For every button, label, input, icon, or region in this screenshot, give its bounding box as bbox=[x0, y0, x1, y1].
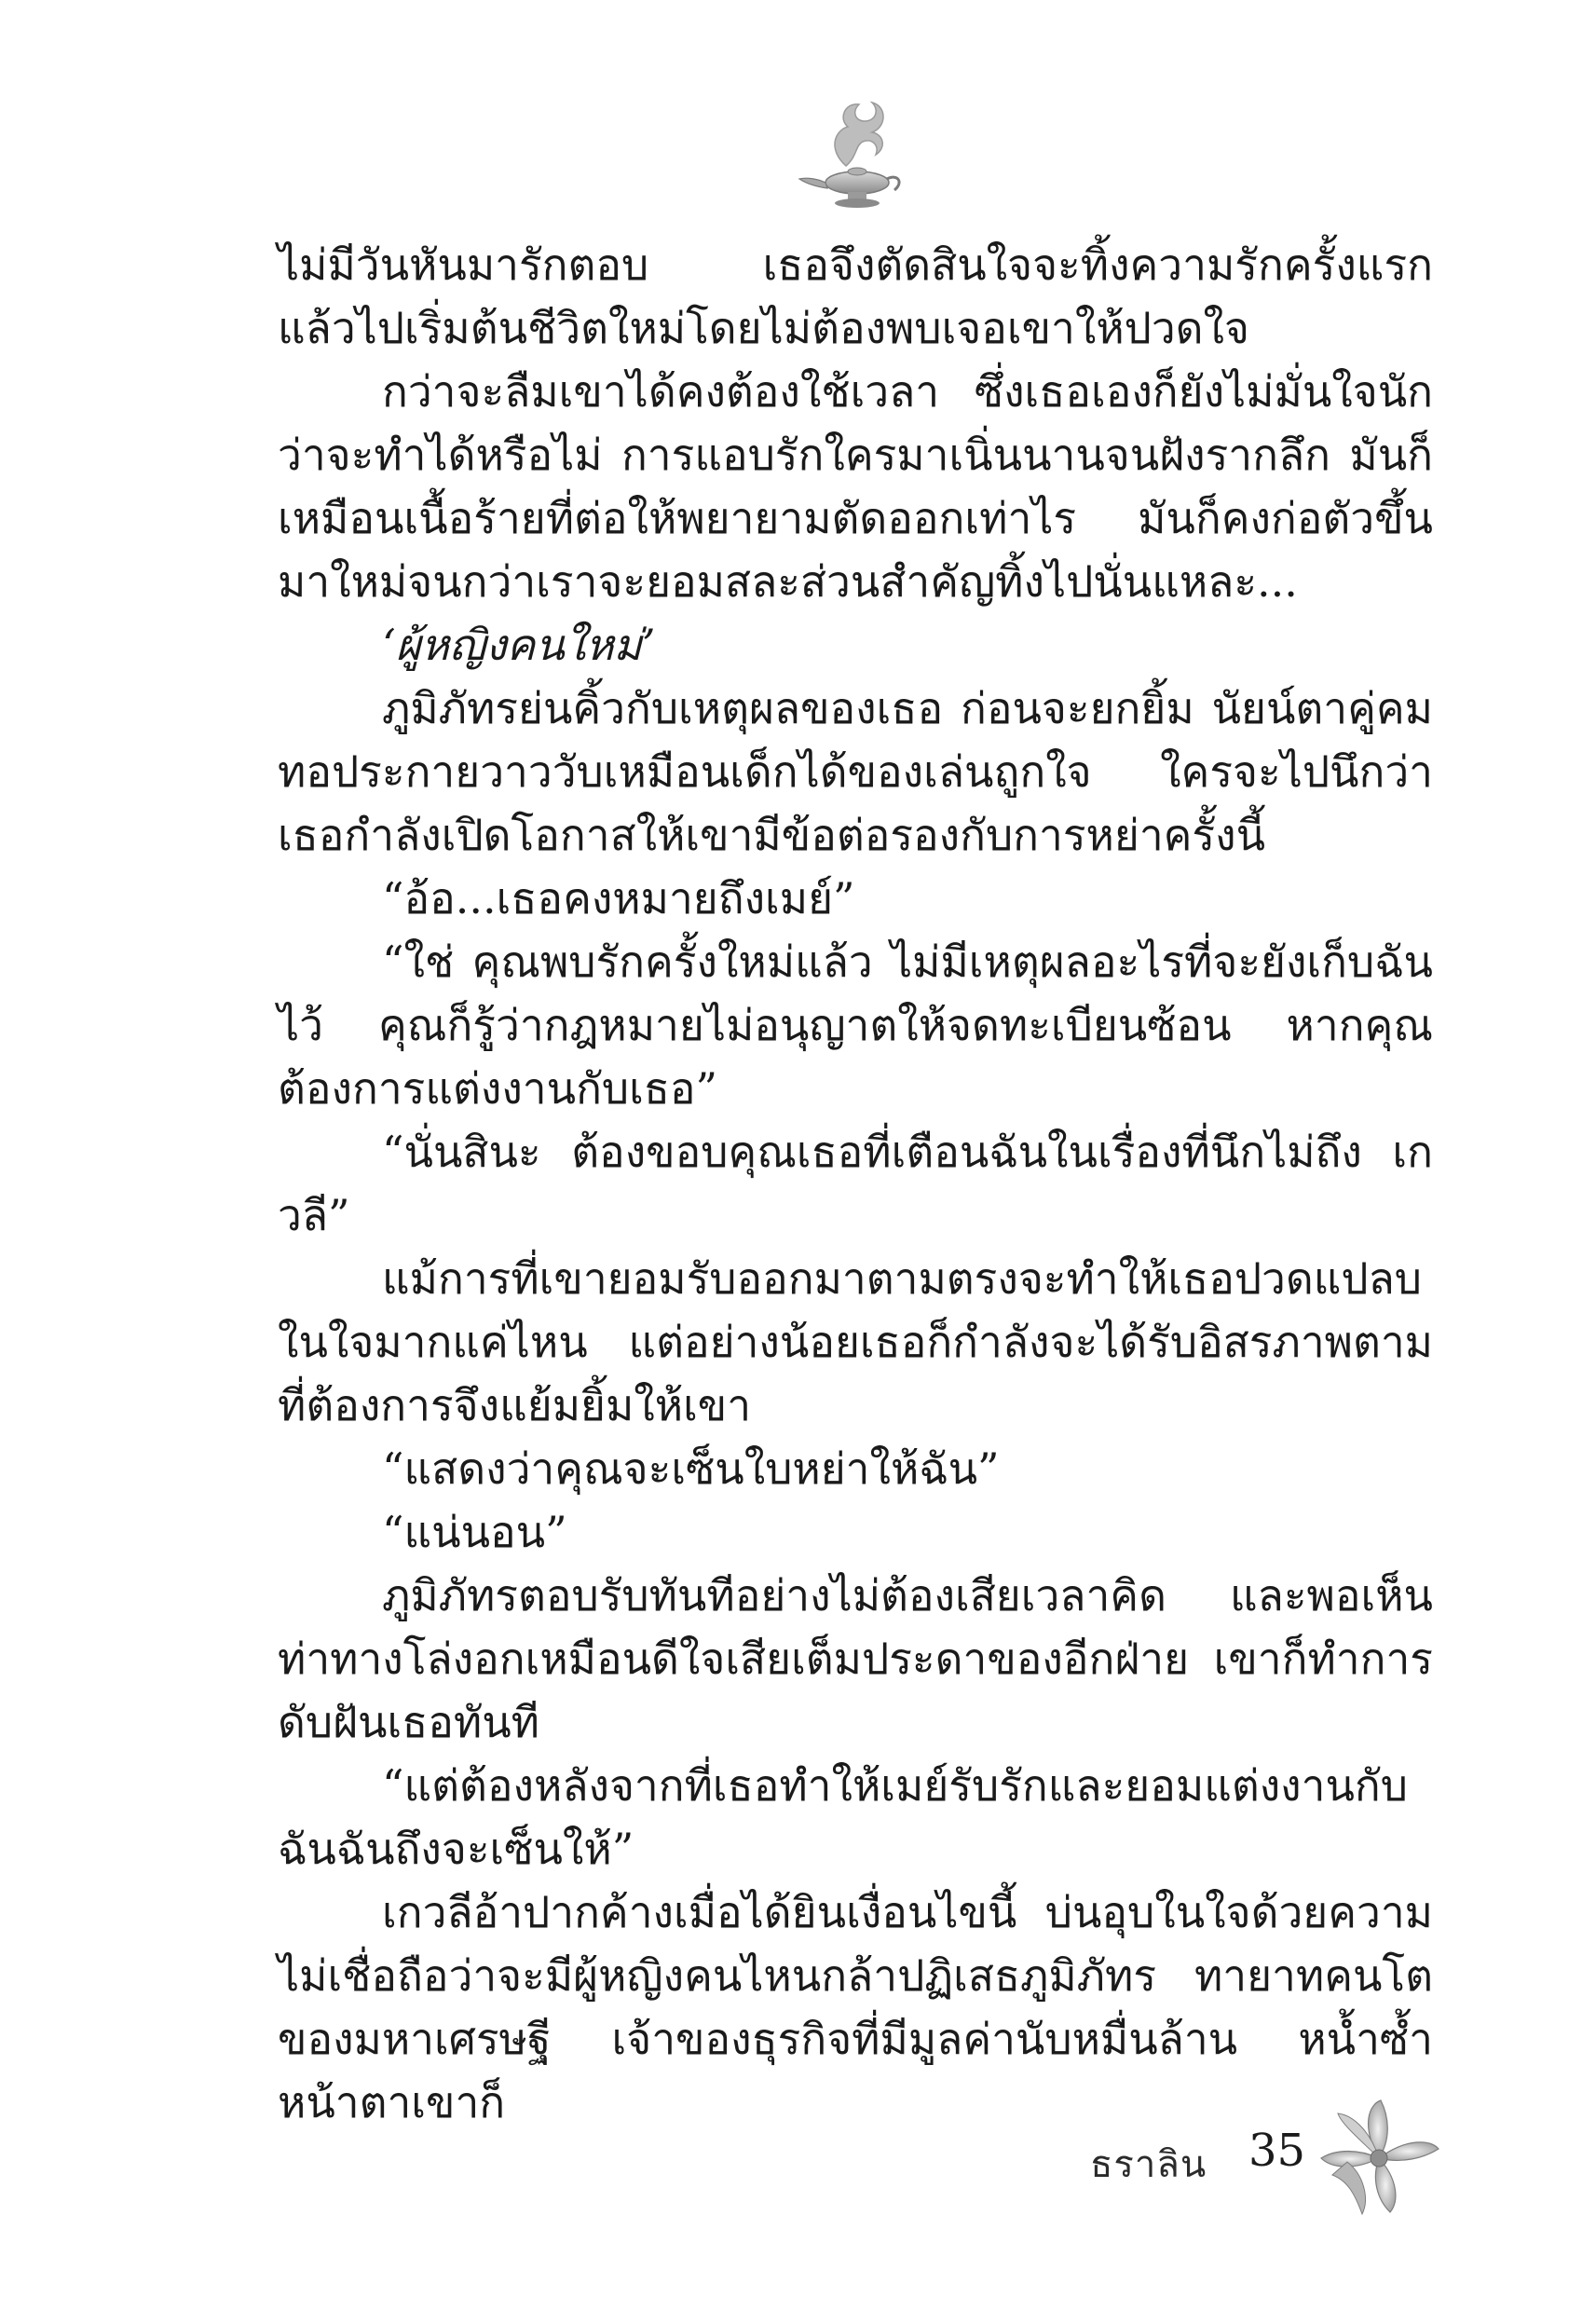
running-title: ธราลิน bbox=[1090, 2143, 1207, 2186]
paragraph: ‘ผู้หญิงคนใหม่’ bbox=[382, 620, 656, 670]
paragraph: “แสดงว่าคุณจะเซ็นใบหย่าให้ฉัน” bbox=[382, 1443, 1000, 1494]
paragraph: “นั่นสินะ ต้องขอบคุณเธอที่เตือนฉันในเรื่องที่นึกไม่ถึง เกวลี” bbox=[278, 1127, 1433, 1240]
paragraph: ภูมิภัทรตอบรับทันทีอย่างไม่ต้องเสียเวลาคิด และพอเห็นท่าทางโล่งอกเหมือนดีใจเสียเต็มประดาของอีกฝ่าย เขาก็ทำการดับฝันเธอทันที bbox=[278, 1570, 1433, 1747]
paragraph: เกวลีอ้าปากค้างเมื่อได้ยินเงื่อนไขนี้ บ่นอุบในใจด้วยความไม่เชื่อถือว่าจะมีผู้หญิงคนไหนกล้าปฏิเสธภูมิภัทร ทายาทคนโตของมหาเศรษฐี เจ้าของธุรกิจที่มีมูลค่านับหมื่นล้าน หน้ำซ้ำหน้าตาเขาก็ bbox=[278, 1887, 1433, 2127]
paragraph: “แต่ต้องหลังจากที่เธอทำให้เมย์รับรักและยอมแต่งงานกับฉันฉันถึงจะเซ็นให้” bbox=[278, 1760, 1408, 1874]
genie-lamp-icon bbox=[790, 93, 911, 214]
paragraph: “ใช่ คุณพบรักครั้งใหม่แล้ว ไม่มีเหตุผลอะไรที่จะยังเก็บฉันไว้ คุณก็รู้ว่ากฎหมายไม่อนุญาตให้จดทะเบียนซ้อน หากคุณต้องการแต่งงานกับเธอ” bbox=[278, 937, 1433, 1114]
paragraph: แม้การที่เขายอมรับออกมาตามตรงจะทำให้เธอปวดแปลบในใจมากแค่ไหน แต่อย่างน้อยเธอก็กำลังจะได้รับอิสรภาพตามที่ต้องการจึงแย้มยิ้มให้เขา bbox=[278, 1253, 1433, 1430]
page-number: 35 bbox=[1248, 2125, 1306, 2177]
paragraph: ไม่มีวันหันมารักตอบ เธอจึงตัดสินใจจะทิ้งความรักครั้งแรก แล้วไปเริ่มต้นชีวิตใหม่โดยไม่ต้องพบเจอเขาให้ปวดใจ bbox=[278, 239, 1433, 353]
flower-icon bbox=[1314, 2097, 1444, 2218]
paragraph: “แน่นอน” bbox=[382, 1507, 567, 1557]
paragraph: กว่าจะลืมเขาได้คงต้องใช้เวลา ซึ่งเธอเองก็ยังไม่มั่นใจนักว่าจะทำได้หรือไม่ การแอบรักใครมาเนิ่นนานจนฝังรากลึก มันก็เหมือนเนื้อร้ายที่ต่อให้พยายามตัดออกเท่าไร มันก็คงก่อตัวขึ้นมาใหม่จนกว่าเราจะยอมสละส่วนสำคัญทิ้งไปนั่นแหละ... bbox=[278, 366, 1433, 607]
page-footer bbox=[1090, 2097, 1463, 2227]
paragraph: ภูมิภัทรย่นคิ้วกับเหตุผลของเธอ ก่อนจะยกยิ้ม นัยน์ตาคู่คมทอประกายวาววับเหมือนเด็กได้ของเล่นถูกใจ ใครจะไปนึกว่าเธอกำลังเปิดโอกาสให้เขามีข้อต่อรองกับการหย่าครั้งนี้ bbox=[278, 683, 1433, 860]
paragraph: “อ้อ...เธอคงหมายถึงเมย์” bbox=[382, 873, 855, 923]
body-text bbox=[278, 233, 1433, 2134]
